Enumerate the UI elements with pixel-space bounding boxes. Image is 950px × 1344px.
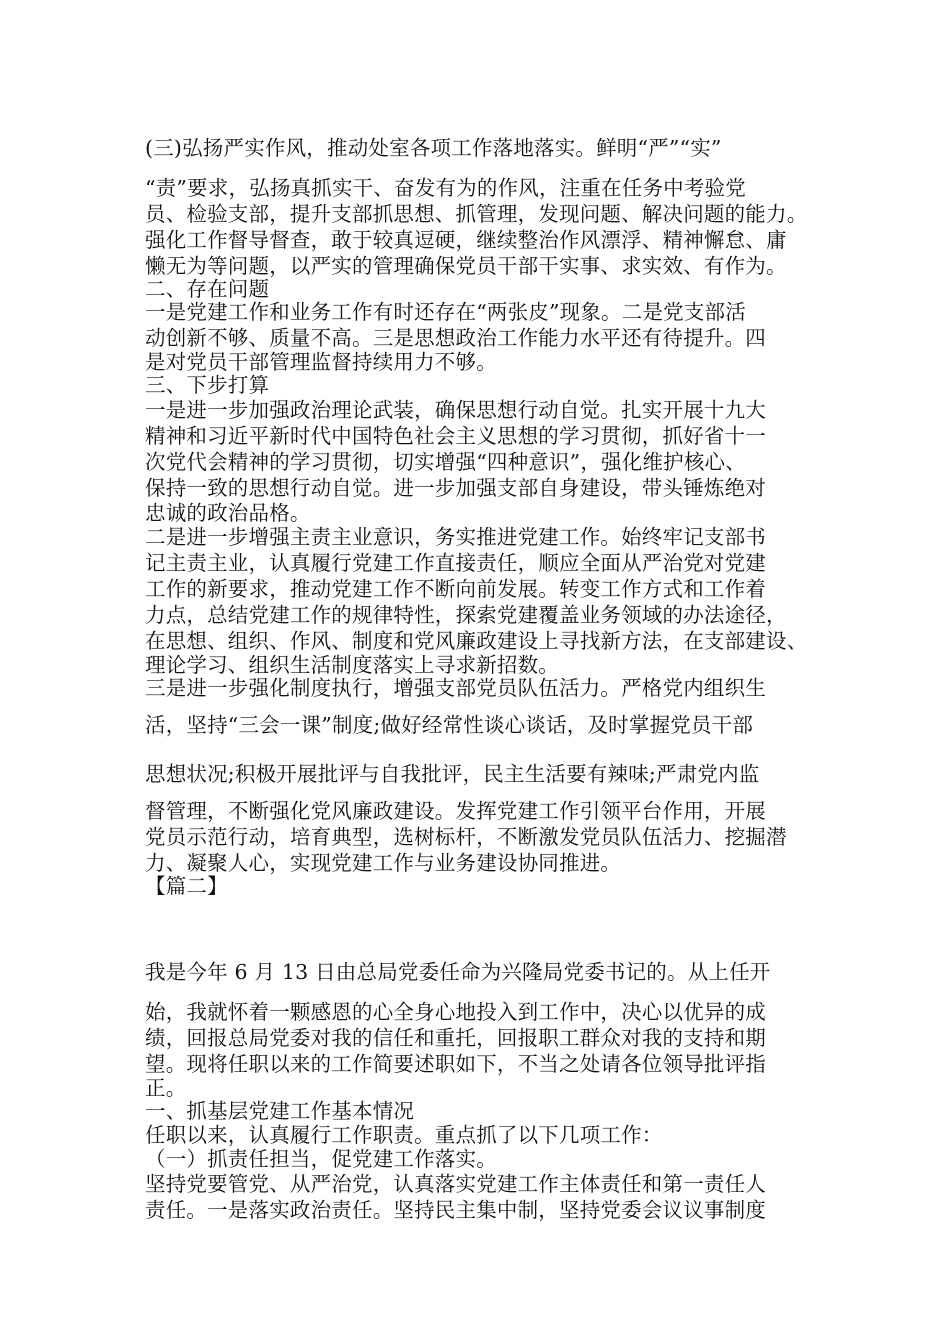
text-line: 力点，总结党建工作的规律特性，探索党建覆盖业务领域的办法途径， <box>145 603 787 627</box>
text-line: 我是今年 6 月 13 日由总局党委任命为兴隆局党委书记的。从上任开 <box>145 960 771 984</box>
text-line: 思想状况;积极开展批评与自我批评，民主生活要有辣味;严肃党内监 <box>145 762 760 786</box>
section-heading: （一）抓责任担当，促党建工作落实。 <box>145 1147 497 1171</box>
text-line: 任职以来，认真履行工作职责。重点抓了以下几项工作： <box>145 1123 663 1147</box>
text-line: 二是进一步增强主责主业意识，务实推进党建工作。始终牢记支部书 <box>145 525 766 549</box>
text-line: 精神和习近平新时代中国特色社会主义思想的学习贯彻，抓好省十一 <box>145 424 766 448</box>
text-line: 保持一致的思想行动自觉。进一步加强支部自身建设，带头锤炼绝对 <box>145 476 766 500</box>
text-line: 次党代会精神的学习贯彻，切实增强“四种意识”，强化维护核心、 <box>145 450 746 474</box>
text-line: 一是进一步加强政治理论武装，确保思想行动自觉。扎实开展十九大 <box>145 398 766 422</box>
text-line: 工作的新要求，推动党建工作不断向前发展。转变工作方式和工作着 <box>145 577 766 601</box>
text-line: 正。 <box>145 1076 187 1100</box>
text-line: (三)弘扬严实作风，推动处室各项工作落地落实。鲜明“严”“实” <box>145 136 722 160</box>
text-line: 始，我就怀着一颗感恩的心全身心地投入到工作中，决心以优异的成 <box>145 1000 766 1024</box>
text-line: 责任。一是落实政治责任。坚持民主集中制，坚持党委会议议事制度 <box>145 1198 766 1222</box>
text-line: 活，坚持“三会一课”制度;做好经常性谈心谈话，及时掌握党员干部 <box>145 713 754 737</box>
text-line: 三是进一步强化制度执行，增强支部党员队伍活力。严格党内组织生 <box>145 676 766 700</box>
text-line: 望。现将任职以来的工作简要述职如下，不当之处请各位领导批评指 <box>145 1052 766 1076</box>
text-line: 坚持党要管党、从严治党，认真落实党建工作主体责任和第一责任人 <box>145 1172 766 1196</box>
text-line: 强化工作督导督查，敢于较真逗硬，继续整治作风漂浮、精神懈怠、庸 <box>145 228 787 252</box>
text-line: 员、检验支部，提升支部抓思想、抓管理，发现问题、解决问题的能力。 <box>145 202 808 226</box>
section-heading: 【篇二】 <box>145 874 228 898</box>
text-line: 理论学习、组织生活制度落实上寻求新招数。 <box>145 653 559 677</box>
section-heading: 一、抓基层党建工作基本情况 <box>145 1099 415 1123</box>
text-line: 在思想、组织、作风、制度和党风廉政建设上寻找新方法，在支部建设、 <box>145 629 808 653</box>
section-heading: 二、存在问题 <box>145 277 270 301</box>
text-line: 党员示范行动，培育典型，选树标杆，不断激发党员队伍活力、挖掘潜 <box>145 825 787 849</box>
text-line: 记主责主业，认真履行党建工作直接责任，顺应全面从严治党对党建 <box>145 551 766 575</box>
text-line: “责”要求，弘扬真抓实干、奋发有为的作风，注重在任务中考验党 <box>145 176 746 200</box>
text-line: 一是党建工作和业务工作有时还存在“两张皮”现象。二是党支部活 <box>145 300 746 324</box>
text-line: 督管理，不断强化党风廉政建设。发挥党建工作引领平台作用，开展 <box>145 799 766 823</box>
text-line: 懒无为等问题，以严实的管理确保党员干部干实事、求实效、有作为。 <box>145 254 787 278</box>
text-line: 是对党员干部管理监督持续用力不够。 <box>145 350 497 374</box>
text-line: 绩，回报总局党委对我的信任和重托，回报职工群众对我的支持和期 <box>145 1026 766 1050</box>
section-heading: 三、下步打算 <box>145 373 270 397</box>
text-line: 忠诚的政治品格。 <box>145 501 311 525</box>
text-line: 动创新不够、质量不高。三是思想政治工作能力水平还有待提升。四 <box>145 326 766 350</box>
text-line: 力、凝聚人心，实现党建工作与业务建设协同推进。 <box>145 851 622 875</box>
